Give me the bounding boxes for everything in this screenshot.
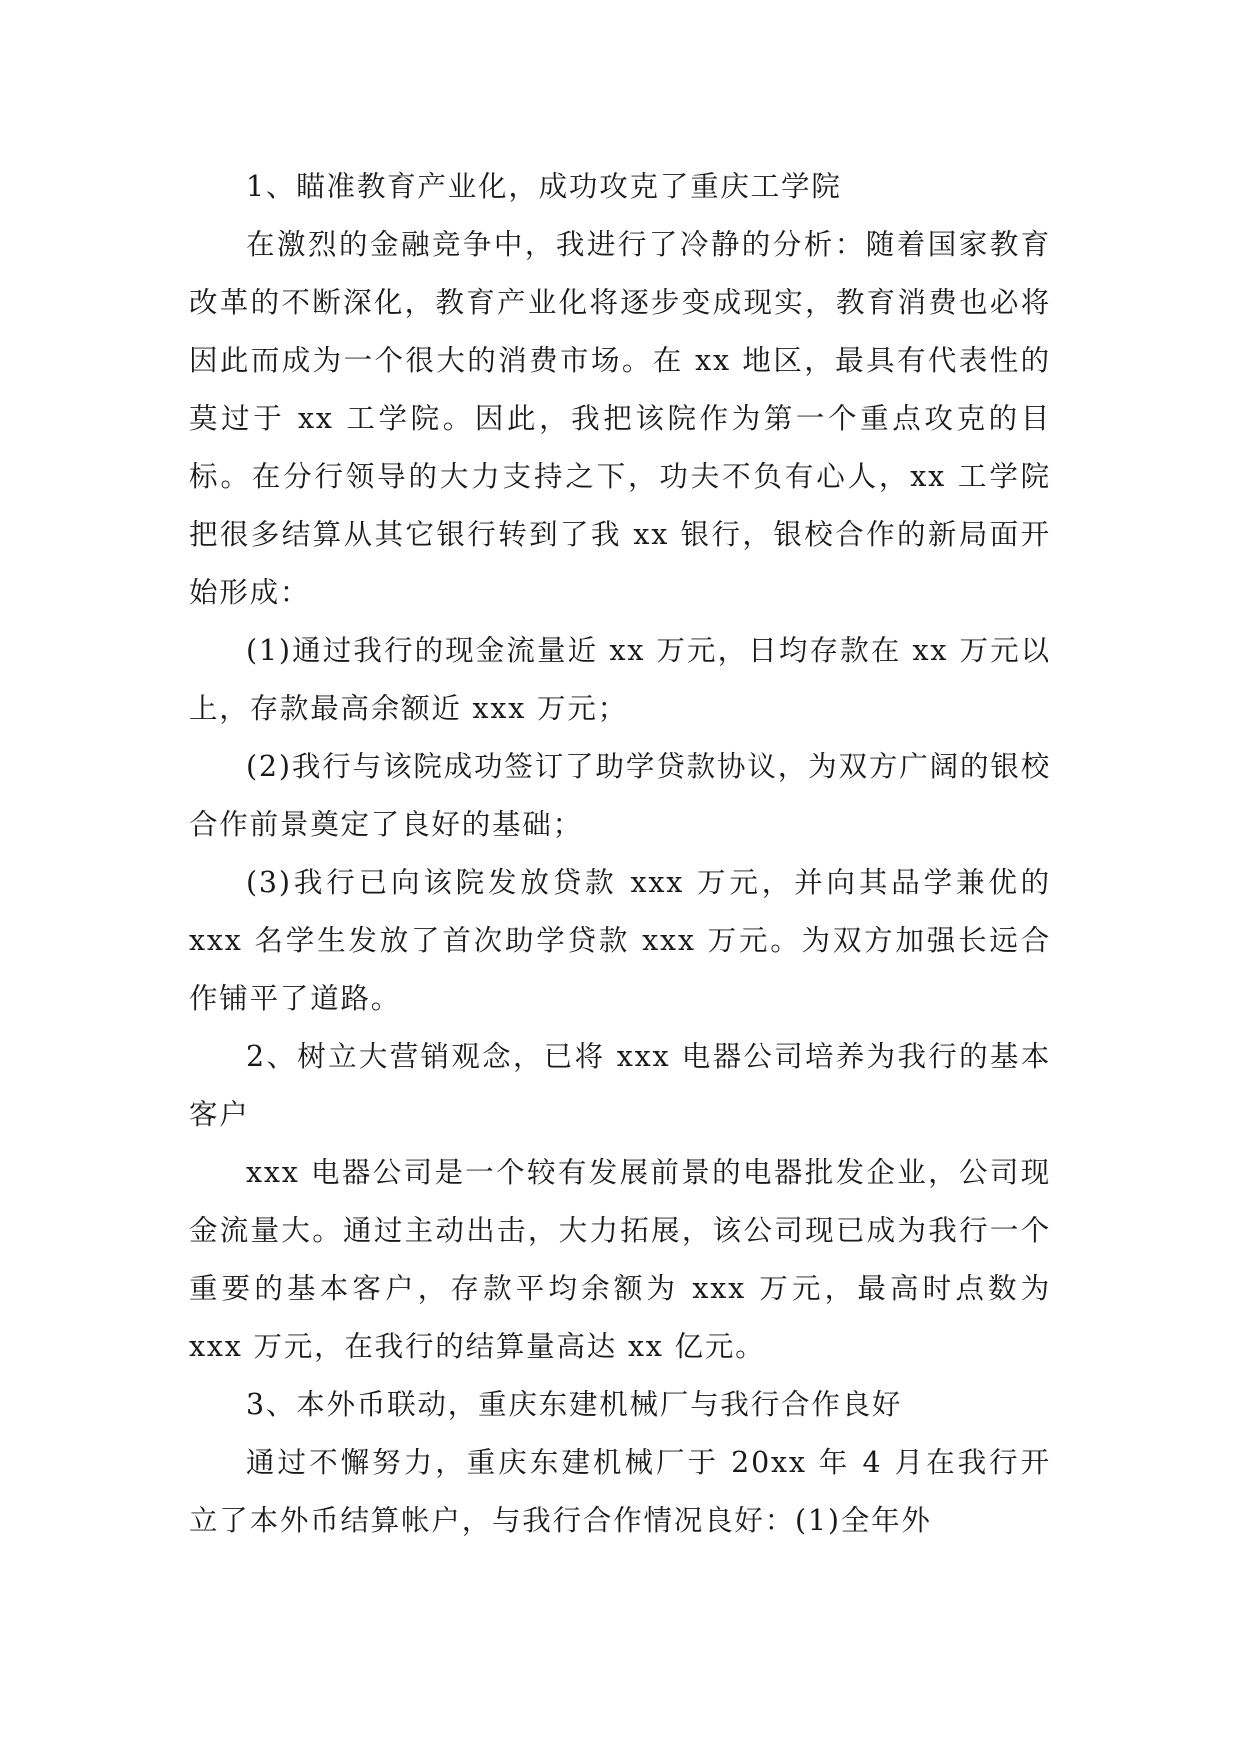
list-item-3: (3)我行已向该院发放贷款 xxx 万元，并向其品学兼优的 xxx 名学生发放了首次助学贷款 xxx 万元。为双方加强长远合作铺平了道路。 xyxy=(189,866,1051,1015)
heading-section-2: 2、树立大营销观念，已将 xxx 电器公司培养为我行的基本客户 xyxy=(189,1040,1051,1131)
list-item-2: (2)我行与该院成功签订了助学贷款协议，为双方广阔的银校合作前景奠定了良好的基础； xyxy=(189,750,1051,841)
paragraph-electrical-company: xxx 电器公司是一个较有发展前景的电器批发企业，公司现金流量大。通过主动出击，大力拓展，该公司现已成为我行一个重要的基本客户，存款平均余额为 xxx 万元，最高时点数为 xxx 万元，在我行的结算量高达 xx 亿元。 xyxy=(189,1156,1051,1363)
heading-section-3: 3、本外币联动，重庆东建机械厂与我行合作良好 xyxy=(246,1388,903,1421)
list-item-1: (1)通过我行的现金流量近 xx 万元，日均存款在 xx 万元以上，存款最高余额近 xxx 万元； xyxy=(189,634,1051,725)
heading-section-1: 1、瞄准教育产业化，成功攻克了重庆工学院 xyxy=(246,170,842,203)
document-body xyxy=(189,158,1051,1550)
paragraph-analysis: 在激烈的金融竞争中，我进行了冷静的分析：随着国家教育改革的不断深化，教育产业化将逐步变成现实，教育消费也必将因此而成为一个很大的消费市场。在 xx 地区，最具有代表性的莫过于 xx 工学院。因此，我把该院作为第一个重点攻克的目标。在分行领导的大力支持之下，功夫不负有心人，xx 工学院把很多结算从其它银行转到了我 xx 银行，银校合作的新局面开始形成： xyxy=(189,228,1051,609)
paragraph-machinery-factory: 通过不懈努力，重庆东建机械厂于 20xx 年 4 月在我行开立了本外币结算帐户，与我行合作情况良好：(1)全年外 xyxy=(189,1446,1051,1537)
